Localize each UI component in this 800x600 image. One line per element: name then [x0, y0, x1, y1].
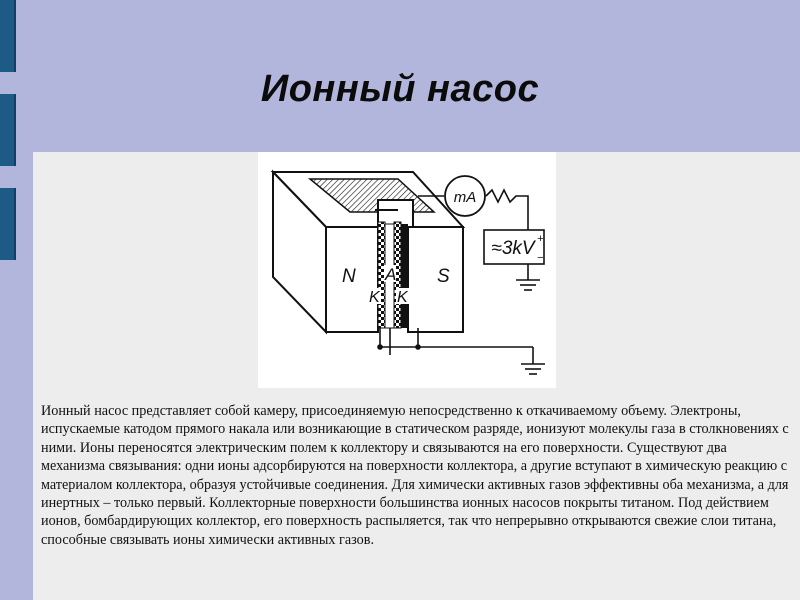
ammeter-label: mA [453, 189, 477, 206]
magnet-north-label: N [342, 266, 356, 287]
anode-label: A [385, 265, 397, 284]
accent-bar-3 [0, 188, 16, 260]
cathode-right-label: K [397, 289, 408, 306]
magnet-south-label: S [437, 266, 450, 287]
supply-plus-label: + [537, 233, 544, 245]
cathode-left-label: K [369, 289, 380, 306]
slide-title: Ионный насос [260, 68, 540, 110]
accent-bar-1 [0, 0, 16, 72]
ion-pump-diagram [258, 152, 556, 388]
power-supply-label: ≈3kV [491, 238, 535, 259]
supply-minus-label: − [537, 252, 544, 264]
body-text: Ионный насос представляет собой камеру, присоединяемую непосредственно к откачиваемому объему. Электроны, испускаемые катодом прямого накала или возникающие в статическом разряде, ионизуют молекулы газа в столкновениях с ними. Ионы переносятся электрическим полем к коллектору и связываются на его поверхности. Существуют два механизма связывания: одни ионы адсорбируются на поверхности коллектора, а другие вступают в химическую реакцию с материалом коллектора, образуя устойчивые соединения. Для химически активных газов эффективны оба механизма, а для инертных – только первый. Коллекторные поверхности большинства ионных насосов покрыты титаном. Под действием ионов, бомбардирующих коллектор, его поверхность распыляется, так что непрерывно открываются свежие слои титана, способные связывать ионы химически активных газов. [41, 403, 789, 548]
